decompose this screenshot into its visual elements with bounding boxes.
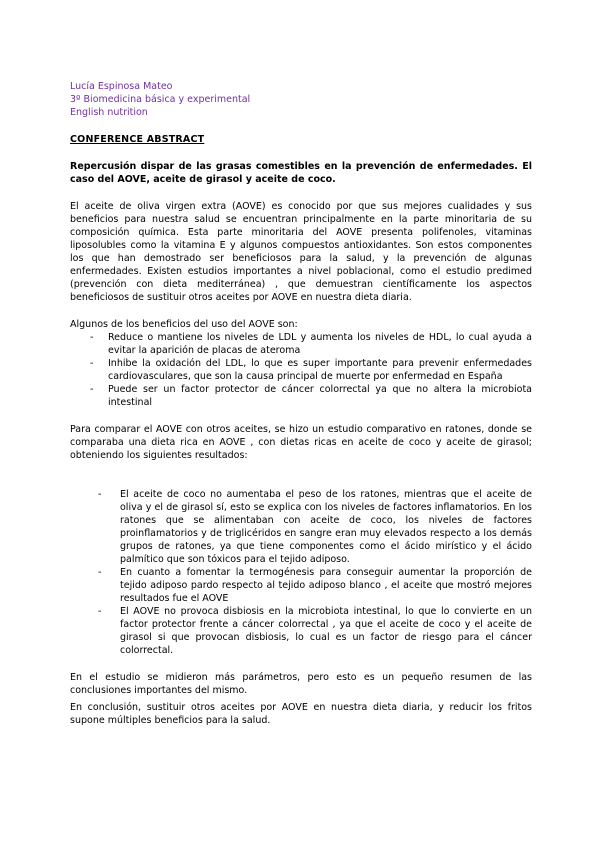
author-name: Lucía Espinosa Mateo xyxy=(70,81,173,92)
results-list xyxy=(70,488,532,657)
list-item xyxy=(98,566,532,605)
list-item xyxy=(98,605,532,657)
list-item xyxy=(90,331,532,357)
document-title: Repercusión dispar de las grasas comestibles en la prevención de enfermedades. El caso del AOVE, aceite de girasol y aceite de coco. xyxy=(70,161,532,185)
benefit-item-text: Reduce o mantiene los niveles de LDL y aumenta los niveles de HDL, lo cual ayuda a evitar la aparición de placas de ateroma xyxy=(108,332,532,356)
dash-bullet: - xyxy=(90,358,94,369)
benefits-list xyxy=(70,331,532,409)
result-item-text: El aceite de coco no aumentaba el peso de los ratones, mientras que el aceite de oliva y el de girasol sí, esto se explica con los niveles de factores inflamatorios. En los ratones que se alimentaban con aceite de coco, los niveles de factores proinflamatorios y de triglicéridos en sangre eran muy elevados respecto a los demás grupos de ratones, ya que tiene componentes como el ácido mirístico y el ácido palmítico que son tóxicos para el tejido adiposo. xyxy=(120,489,532,565)
benefit-item-text: Inhibe la oxidación del LDL, lo que es super importante para prevenir enfermedades cardiovasculares, que son la causa principal de muerte por enfermedad en España xyxy=(108,358,532,382)
result-item-text: En cuanto a fomentar la termogénesis para conseguir aumentar la proporción de tejido adiposo pardo respecto al tejido adiposo blanco , el aceite que mostró mejores resultados fue el AOVE xyxy=(120,567,532,604)
dash-bullet: - xyxy=(98,489,102,500)
list-item xyxy=(98,488,532,566)
dash-bullet: - xyxy=(98,606,102,617)
conference-abstract-heading: CONFERENCE ABSTRACT xyxy=(70,134,205,145)
author-course: 3º Biomedicina básica y experimental xyxy=(70,94,251,105)
list-item xyxy=(90,357,532,383)
dash-bullet: - xyxy=(98,567,102,578)
closing-paragraph-1: En el estudio se midieron más parámetros, pero esto es un pequeño resumen de las conclusiones importantes del mismo. xyxy=(70,672,532,696)
intro-paragraph: El aceite de oliva virgen extra (AOVE) es conocido por que sus mejores cualidades y sus beneficios para nuestra salud se encuentran principalmente en la parte minoritaria de su composición química. Esta parte minoritaria del AOVE presenta polifenoles, vitaminas liposolubles como la vitamina E y algunos compuestos antioxidantes. Son estos componentes los que han demostrado ser beneficiosos para la salud, y la prevención de algunas enfermedades. Existen estudios importantes a nivel poblacional, como el estudio predimed (prevención con dieta mediterránea) , que demuestran científicamente los aspectos beneficiosos de sustituir otros aceites por AOVE en nuestra dieta diaria. xyxy=(70,201,532,303)
dash-bullet: - xyxy=(90,384,94,395)
author-block xyxy=(70,80,532,119)
benefit-item-text: Puede ser un factor protector de cáncer colorrectal ya que no altera la microbiota intestinal xyxy=(108,384,532,408)
benefits-intro: Algunos de los beneficios del uso del AOVE son: xyxy=(70,319,298,330)
closing-paragraph-2: En conclusión, sustituir otros aceites por AOVE en nuestra dieta diaria, y reducir los fritos supone múltiples beneficios para la salud. xyxy=(70,702,532,726)
dash-bullet: - xyxy=(90,332,94,343)
comparison-paragraph: Para comparar el AOVE con otros aceites, se hizo un estudio comparativo en ratones, donde se comparaba una dieta rica en AOVE , con dietas ricas en aceite de coco y aceite de girasol; obteniendo los siguientes resultados: xyxy=(70,424,532,461)
author-subject: English nutrition xyxy=(70,107,148,118)
result-item-text: El AOVE no provoca disbiosis en la microbiota intestinal, lo que lo convierte en un factor protector frente a cáncer colorrectal , ya que el aceite de coco y el aceite de girasol si que provocan disbiosis, lo cual es un factor de riesgo para el cáncer colorrectal. xyxy=(120,606,532,656)
list-item xyxy=(90,383,532,409)
